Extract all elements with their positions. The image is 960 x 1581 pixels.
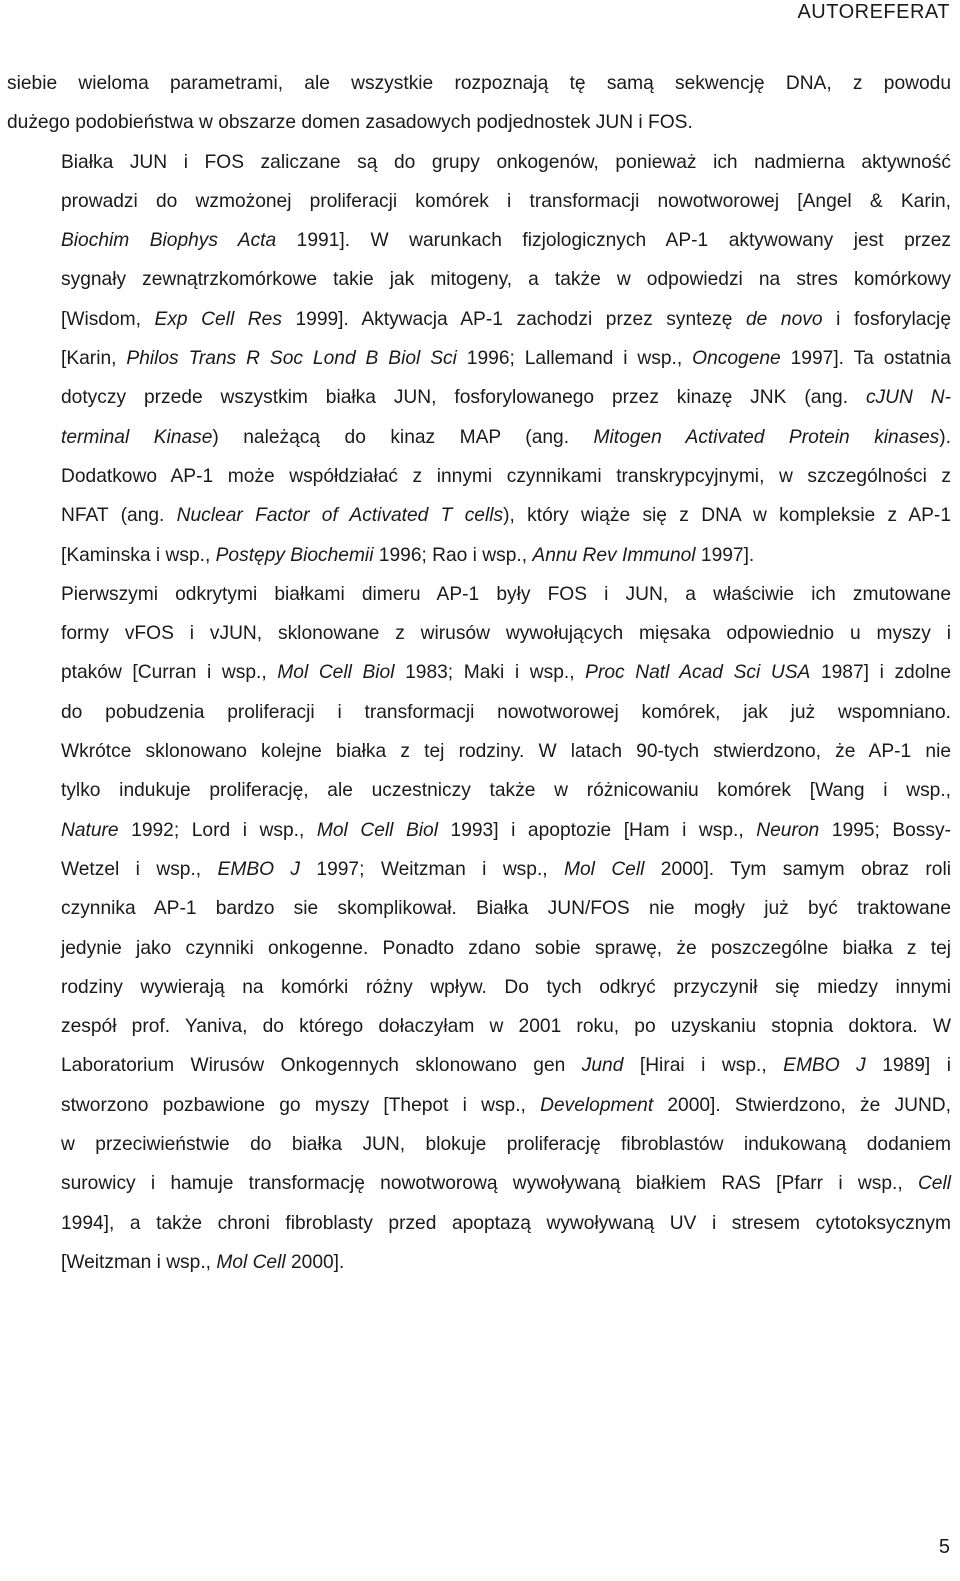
- text-run: 1993] i apoptozie [Ham i wsp.,: [437, 819, 757, 841]
- text-line: [7, 653, 951, 692]
- text-run: stworzono pozbawione go myszy [Thepot i wsp.,: [61, 1094, 541, 1116]
- text-line: [7, 300, 951, 339]
- italic-text: Mol Cell Biol: [316, 819, 438, 841]
- text-run: zespół prof. Yaniva, do którego dołaczyłam w 2001 roku, po uzyskaniu stopnia doktora. W: [61, 1016, 951, 1038]
- text-run: Wkrótce sklonowano kolejne białka z tej rodziny. W latach 90-tych stwierdzono, że AP-1 nie: [61, 741, 951, 763]
- italic-text: Jund: [581, 1055, 624, 1077]
- text-run: ) należącą do kinaz MAP (ang.: [212, 426, 594, 448]
- running-header: AUTOREFERAT: [797, 1, 950, 23]
- text-run: 1989] i: [865, 1055, 951, 1077]
- text-run: 1992; Lord i wsp.,: [118, 819, 317, 841]
- italic-text: Biochim Biophys Acta: [61, 230, 277, 252]
- text-run: 2000].: [285, 1251, 345, 1273]
- text-line: [7, 418, 951, 457]
- italic-text: Mitogen Activated Protein kinases: [593, 426, 940, 448]
- text-line: [7, 771, 951, 810]
- text-line: [7, 339, 951, 378]
- italic-text: Cell: [917, 1173, 951, 1195]
- text-line: [7, 968, 951, 1007]
- text-run: dotyczy przede wszystkim białka JUN, fosforylowanego przez kinazę JNK (ang.: [61, 387, 866, 409]
- text-line: [7, 1086, 951, 1125]
- text-run: 1999]. Aktywacja AP-1 zachodzi przez syntezę: [281, 308, 746, 330]
- text-run: 2000]. Stwierdzono, że JUND,: [653, 1094, 951, 1116]
- text-run: tylko indukuje proliferację, ale uczestniczy także w różnicowaniu komórek [Wang i wsp.,: [61, 780, 951, 802]
- italic-text: Philos Trans R Soc Lond B Biol Sci: [126, 348, 457, 370]
- text-run: dużego podobieństwa w obszarze domen zasadowych podjednostek JUN i FOS.: [7, 112, 693, 134]
- text-run: NFAT (ang.: [61, 505, 177, 527]
- text-line: [7, 1243, 951, 1282]
- text-run: 1996; Lallemand i wsp.,: [456, 348, 693, 370]
- text-run: siebie wieloma parametrami, ale wszystkie rozpoznają tę samą sekwencję DNA, z powodu: [7, 73, 951, 94]
- text-run: Pierwszymi odkrytymi białkami dimeru AP-1 były FOS i JUN, a właściwie ich zmutowane: [61, 583, 951, 605]
- text-run: ).: [939, 426, 951, 448]
- italic-text: Oncogene: [692, 348, 781, 370]
- text-run: sygnały zewnątrzkomórkowe takie jak mitogeny, a także w odpowiedzi na stres komórkowy: [61, 269, 951, 291]
- text-run: Laboratorium Wirusów Onkogennych sklonowano gen: [61, 1055, 582, 1077]
- italic-text: Annu Rev Immunol: [532, 544, 696, 566]
- italic-text: Exp Cell Res: [154, 308, 282, 330]
- text-run: [Wisdom,: [61, 308, 155, 330]
- text-line: [7, 889, 951, 928]
- italic-text: Development: [540, 1094, 654, 1116]
- text-run: [Kaminska i wsp.,: [61, 544, 216, 566]
- text-line: [7, 496, 951, 535]
- text-run: Dodatkowo AP-1 może współdziałać z innymi czynnikami transkrypcyjnymi, w szczególności z: [61, 465, 951, 487]
- text-run: 1994], a także chroni fibroblasty przed apoptazą wywoływaną UV i stresem cytotoksycznym: [61, 1212, 951, 1234]
- text-line: [7, 811, 951, 850]
- text-run: i fosforylację: [822, 308, 951, 330]
- paragraph: [7, 64, 951, 143]
- text-run: formy vFOS i vJUN, sklonowane z wirusów wywołujących mięsaka odpowiednio u myszy i: [61, 623, 951, 645]
- text-run: prowadzi do wzmożonej proliferacji komórek i transformacji nowotworowej [Angel & Karin,: [61, 190, 951, 212]
- text-run: surowicy i hamuje transformację nowotworową wywoływaną białkiem RAS [Pfarr i wsp.,: [61, 1173, 918, 1195]
- text-line: [7, 1046, 951, 1085]
- text-run: 2000]. Tym samym obraz roli: [644, 858, 951, 880]
- italic-text: cJUN N-: [865, 387, 951, 409]
- text-line: [7, 929, 951, 968]
- italic-text: Mol Cell Biol: [277, 662, 395, 684]
- text-line: [7, 536, 951, 575]
- text-line: [7, 732, 951, 771]
- text-run: 1987] i zdolne: [810, 662, 951, 684]
- text-run: jedynie jako czynniki onkogenne. Ponadto zdano sobie sprawę, że poszczególne białka z tej: [61, 937, 951, 959]
- text-run: Białka JUN i FOS zaliczane są do grupy onkogenów, ponieważ ich nadmierna aktywność: [61, 151, 951, 173]
- paragraph: [7, 575, 951, 1282]
- text-run: [Karin,: [61, 348, 127, 370]
- text-line: [7, 103, 951, 142]
- paragraph: [7, 143, 951, 575]
- text-line: [7, 850, 951, 889]
- text-run: Wetzel i wsp.,: [61, 858, 218, 880]
- text-run: 1997].: [695, 544, 755, 566]
- text-line: [7, 614, 951, 653]
- italic-text: terminal Kinase: [61, 426, 213, 448]
- italic-text: Neuron: [756, 819, 820, 841]
- italic-text: Mol Cell: [564, 858, 645, 880]
- text-line: [7, 64, 951, 103]
- text-line: [7, 143, 951, 182]
- text-run: [Weitzman i wsp.,: [61, 1251, 217, 1273]
- text-run: rodziny wywierają na komórki różny wpływ. Do tych odkryć przyczynił się miedzy innymi: [61, 976, 951, 998]
- text-run: w przeciwieństwie do białka JUN, blokuje proliferację fibroblastów indukowaną dodaniem: [61, 1134, 951, 1156]
- text-line: [7, 575, 951, 614]
- italic-text: EMBO J: [217, 858, 301, 880]
- italic-text: EMBO J: [783, 1055, 866, 1077]
- text-line: [7, 693, 951, 732]
- page-number: 5: [938, 1536, 950, 1558]
- text-run: 1996; Rao i wsp.,: [373, 544, 533, 566]
- italic-text: Mol Cell: [216, 1251, 286, 1273]
- text-run: do pobudzenia proliferacji i transformacji nowotworowej komórek, jak już wspomniano.: [61, 701, 951, 723]
- document-body: [7, 64, 951, 1282]
- text-run: ptaków [Curran i wsp.,: [61, 662, 278, 684]
- text-run: 1997]. Ta ostatnia: [780, 348, 951, 370]
- text-line: [7, 182, 951, 221]
- italic-text: Proc Natl Acad Sci USA: [585, 662, 811, 684]
- text-run: czynnika AP-1 bardzo sie skomplikował. Białka JUN/FOS nie mogły już być traktowane: [61, 898, 951, 920]
- italic-text: Nuclear Factor of Activated T cells: [176, 505, 504, 527]
- text-run: ), który wiąże się z DNA w kompleksie z AP-1: [503, 505, 951, 527]
- italic-text: Nature: [61, 819, 119, 841]
- text-run: 1997; Weitzman i wsp.,: [300, 858, 565, 880]
- text-run: 1983; Maki i wsp.,: [394, 662, 586, 684]
- text-line: [7, 260, 951, 299]
- text-line: [7, 1125, 951, 1164]
- text-line: [7, 378, 951, 417]
- italic-text: Postępy Biochemii: [215, 544, 374, 566]
- text-line: [7, 457, 951, 496]
- italic-text: de novo: [746, 308, 823, 330]
- text-line: [7, 1007, 951, 1046]
- text-line: [7, 1204, 951, 1243]
- text-run: [Hirai i wsp.,: [623, 1055, 784, 1077]
- text-line: [7, 1164, 951, 1203]
- text-run: 1991]. W warunkach fizjologicznych AP-1 aktywowany jest przez: [276, 230, 951, 252]
- text-line: [7, 221, 951, 260]
- text-run: 1995; Bossy-: [819, 819, 951, 841]
